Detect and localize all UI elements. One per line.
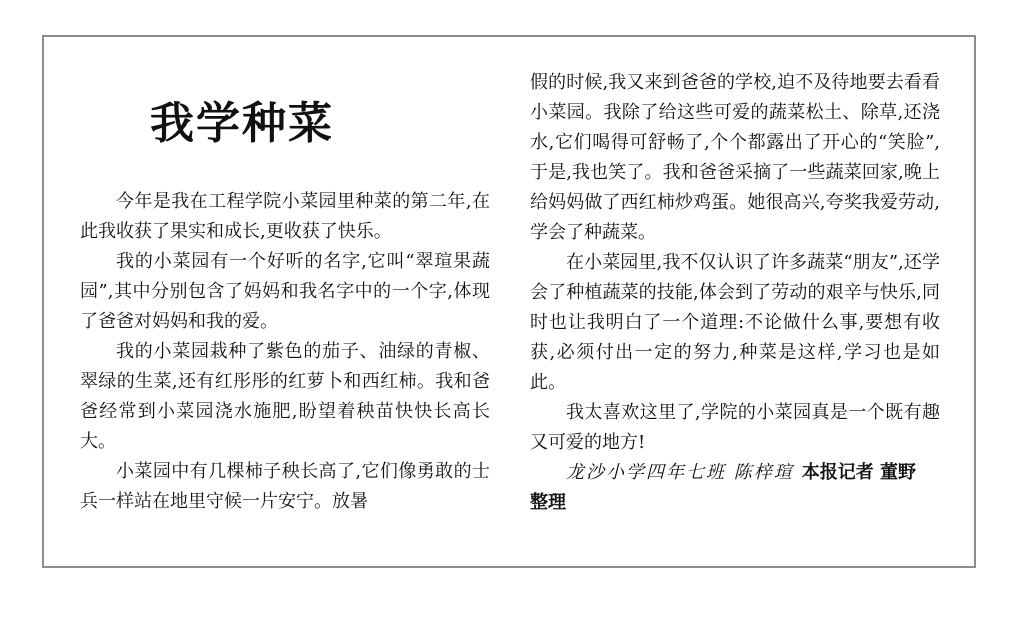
paragraph: 小菜园中有几棵柿子秧长高了,它们像勇敢的士兵一样站在地里守候一片安宁。放暑 — [80, 461, 490, 512]
left-column — [80, 187, 490, 517]
byline — [530, 458, 940, 518]
paragraph: 今年是我在工程学院小菜园里种菜的第二年,在此我收获了果实和成长,更收获了快乐。 — [80, 191, 490, 242]
paragraph: 在小菜园里,我不仅认识了许多蔬菜“朋友”,还学会了种植蔬菜的技能,体会到了劳动的艰辛与快乐,同时也让我明白了一个道理:不论做什么事,要想有收获,必须付出一定的努力,种菜是这样,学习也是如此。 — [530, 252, 940, 393]
right-paragraphs — [530, 68, 940, 458]
paragraph: 我太喜欢这里了,学院的小菜园真是一个既有趣又可爱的地方! — [530, 402, 940, 453]
right-column — [530, 68, 940, 518]
paragraph: 假的时候,我又来到爸爸的学校,迫不及待地要去看看小菜园。我除了给这些可爱的蔬菜松土、除草,还浇水,它们喝得可舒畅了,个个都露出了开心的“笑脸”,于是,我也笑了。我和爸爸采摘了一些蔬菜回家,晚上给妈妈做了西红柿炒鸡蛋。她很高兴,夸奖我爱劳动,学会了种蔬菜。 — [530, 72, 940, 243]
byline-editor: 本报记者 董野 整理 — [530, 462, 917, 513]
byline-author: 龙沙小学四年七班 陈梓瑄 — [566, 462, 794, 483]
paragraph: 我的小菜园有一个好听的名字,它叫“翠瑄果蔬园”,其中分别包含了妈妈和我名字中的一个字,体现了爸爸对妈妈和我的爱。 — [80, 251, 490, 332]
article-title: 我学种菜 — [150, 98, 334, 149]
paragraph: 我的小菜园栽种了紫色的茄子、油绿的青椒、翠绿的生菜,还有红彤彤的红萝卜和西红柿。我和爸爸经常到小菜园浇水施肥,盼望着秧苗快快长高长大。 — [80, 341, 490, 452]
